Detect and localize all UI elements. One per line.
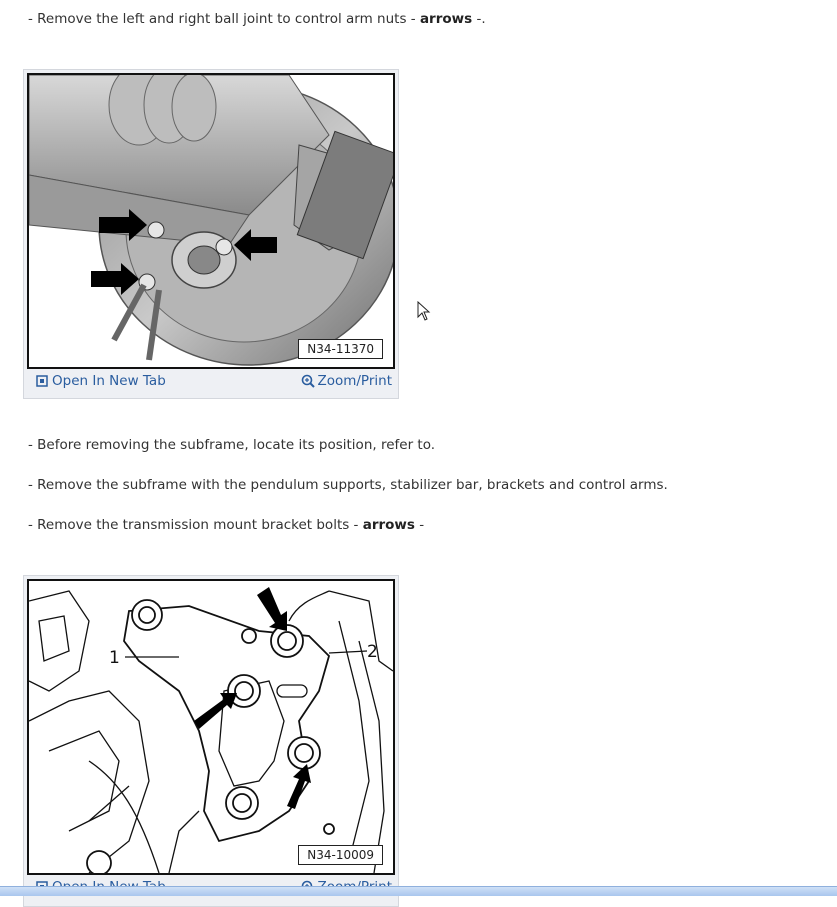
figure-ball-joint (23, 69, 399, 399)
figure-image[interactable] (27, 73, 395, 369)
callout-1: 1 (109, 648, 120, 668)
step-emphasis: arrows (362, 517, 415, 533)
figure-image[interactable] (27, 579, 395, 875)
figure-label: N34-10009 (298, 845, 383, 865)
step-remove-subframe (28, 477, 668, 493)
figure-links (24, 370, 398, 394)
step-text: - Remove the transmission mount bracket bolts - (28, 517, 363, 533)
figure-transmission-mount (23, 575, 399, 907)
zoom-print-label: Zoom/Print (317, 373, 392, 389)
step-text: - Remove the subframe with the pendulum supports, stabilizer bar, brackets and control arms. (28, 477, 668, 493)
step-text: - Before removing the subframe, locate its position, refer to. (28, 437, 436, 453)
transmission-mount-illustration (29, 581, 393, 873)
new-tab-icon (36, 375, 48, 387)
zoom-print-link[interactable] (301, 373, 392, 389)
callout-2: 2 (367, 642, 378, 662)
figure-label: N34-11370 (298, 339, 383, 359)
mouse-cursor-icon (417, 301, 431, 321)
step-mount-bracket-bolts (28, 517, 424, 533)
step-locate-subframe (28, 437, 435, 453)
step-text: - Remove the left and right ball joint to control arm nuts - (28, 11, 420, 27)
open-in-new-tab-label: Open In New Tab (52, 373, 166, 389)
wheel-hub-illustration (29, 75, 393, 367)
magnifier-icon (301, 374, 315, 388)
step-ball-joint-nuts (28, 11, 486, 27)
step-suffix: - (414, 517, 425, 533)
step-suffix: -. (472, 11, 486, 27)
step-emphasis: arrows (419, 11, 473, 27)
open-in-new-tab-link[interactable] (36, 373, 166, 389)
window-bottom-bar (0, 886, 837, 896)
